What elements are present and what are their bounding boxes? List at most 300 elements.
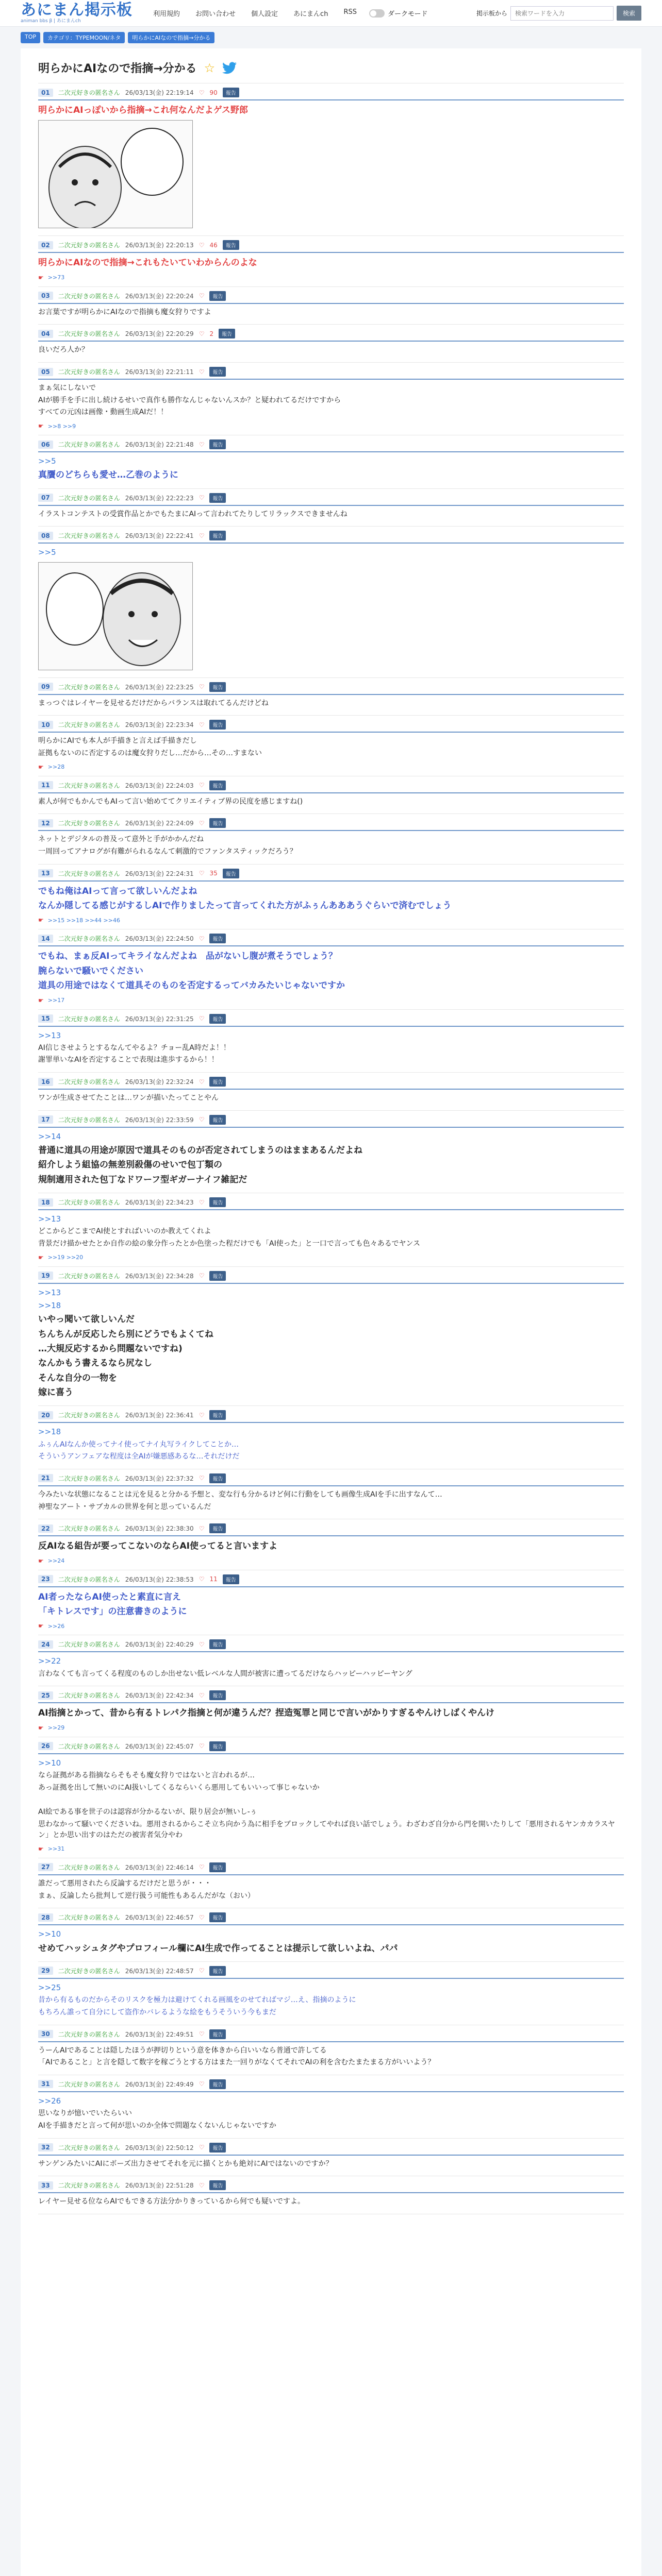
toggle-switch[interactable] [369,9,385,18]
dark-mode-label: ダークモード [387,10,428,18]
replies-row [38,764,624,771]
favorite-star-icon[interactable]: ☆ [204,60,216,75]
post-date: 26/03/13(金) 22:32:24 [125,1078,194,1086]
post-author: 二次元好きの匿名さん [58,330,120,338]
like-heart-icon[interactable]: ♡ [198,1475,205,1482]
post-body [38,834,624,857]
post-text-line: ネットとデジタルの普及って意外と手がかかんだね [38,835,204,844]
post-author: 二次元好きの匿名さん [58,2144,120,2151]
like-heart-icon[interactable]: ♡ [198,2144,205,2151]
post-body [38,104,624,228]
post [38,2176,624,2214]
post [38,1686,624,1737]
report-button[interactable]: 報告 [223,869,239,878]
post-text-line: 真贋のどちらも愛せ…乙巻のように [38,470,178,481]
reply-anchor-link[interactable]: >>13 [38,1214,61,1224]
post-meta [38,439,624,452]
post-author: 二次元好きの匿名さん [58,2080,120,2088]
reply-links[interactable]: >>73 [47,274,65,281]
report-button[interactable]: 報告 [209,439,226,449]
post [38,1469,624,1519]
like-heart-icon[interactable]: ♡ [198,870,205,877]
post [38,363,624,435]
post-body [38,1489,624,1513]
reply-anchor-link[interactable]: >>26 [38,2096,61,2106]
post-text-line: でもね、まぁ反AIってキライなんだよね 品がないし腹が煮そうでしょう？ [38,951,337,962]
post-author: 二次元好きの匿名さん [58,870,120,877]
post-body [38,2196,624,2208]
post-author: 二次元好きの匿名さん [58,441,120,449]
report-button[interactable]: 報告 [209,1639,226,1649]
post-date: 26/03/13(金) 22:23:25 [125,683,194,691]
like-heart-icon[interactable]: ♡ [198,292,205,300]
post [38,865,624,930]
like-heart-icon[interactable]: ♡ [198,89,205,96]
post-number[interactable]: 19 [38,1272,53,1280]
manga-panel-illustration [39,121,193,228]
reply-anchor-link[interactable]: >>5 [38,456,56,466]
post [38,1635,624,1686]
post-number[interactable]: 33 [38,2181,53,2190]
post-author: 二次元好きの匿名さん [58,1525,120,1533]
post-date: 26/03/13(金) 22:24:03 [125,782,194,789]
report-button[interactable]: 報告 [209,493,226,503]
post-text-line: 一周回ってアナログが有難がられるなんて刺激的でファンタスティックだろう？ [38,848,297,856]
like-heart-icon[interactable]: ♡ [198,1015,205,1022]
search-scope[interactable]: 掲示板から [476,10,507,17]
post-text-line [38,1794,624,1806]
post-number[interactable]: 21 [38,1474,53,1482]
post-number[interactable]: 16 [38,1078,53,1086]
post-body [38,307,624,318]
report-button[interactable]: 報告 [209,2180,226,2190]
replies-row [38,1622,624,1630]
post-meta [38,1410,624,1423]
report-button[interactable]: 報告 [209,2143,226,2153]
post-author: 二次元好きの匿名さん [58,368,120,376]
post-text-line: なんか隠してる感じがするしAIで作りましたって言ってくれた方がふぅんあああうぐらいで済むでしょう [38,901,452,911]
post-meta [38,329,624,342]
reply-anchor-link[interactable]: >>10 [38,1758,61,1768]
search-button[interactable]: 検索 [617,6,641,21]
like-heart-icon[interactable]: ♡ [198,782,205,789]
post-meta [38,1115,624,1128]
post-text-line: 明らかにAIでも本人が手描きと言えば手描きだし [38,737,197,745]
nav-rss[interactable]: RSS [343,8,357,16]
post-text-line: すべての元凶は画像・動画生成AIだ！！ [38,408,168,417]
post-date: 26/03/13(金) 22:34:23 [125,1199,194,1207]
post [38,1111,624,1193]
reply-links[interactable]: >>31 [47,1845,65,1853]
post-text-line: イラストコンテストの受賞作品とかでもたまにAIって言われてたりしてリラックスできませんね [38,510,347,518]
post-text-line: 反AIなる組告が要ってこないのならAI使ってると言いますよ [38,1541,277,1552]
like-heart-icon[interactable]: ♡ [198,1913,205,1921]
post-text-line: AIを手描きだと言って何が思いのか全体で問題なくないんじゃないですか [38,2121,276,2130]
report-button[interactable]: 報告 [209,781,226,790]
post [38,83,624,236]
reply-anchor-link[interactable]: >>13 [38,1030,61,1040]
like-heart-icon[interactable]: ♡ [198,683,205,691]
post-body [38,1655,624,1680]
post-number[interactable]: 15 [38,1014,53,1023]
replies-row [38,274,624,281]
post-meta [38,1014,624,1027]
post-number[interactable]: 25 [38,1691,53,1700]
post-author: 二次元好きの匿名さん [58,1272,120,1280]
post [38,716,624,776]
reply-hand-icon: ☛ [38,1557,44,1565]
like-count: 90 [209,89,218,96]
post-body [38,1928,624,1955]
post-author: 二次元好きの匿名さん [58,935,120,943]
reply-hand-icon: ☛ [38,917,44,924]
reply-links[interactable]: >>29 [47,1724,65,1732]
like-heart-icon[interactable]: ♡ [198,2181,205,2189]
post-meta [38,1271,624,1284]
like-heart-icon[interactable]: ♡ [198,1411,205,1419]
post-number[interactable]: 30 [38,2030,53,2038]
post-author: 二次元好きの匿名さん [58,683,120,691]
breadcrumb-category[interactable]: カテゴリ：TYPEMOON/ネタ [43,32,125,43]
like-heart-icon[interactable]: ♡ [198,819,205,827]
reply-anchor-link[interactable]: >>14 [38,1131,61,1141]
reply-hand-icon: ☛ [38,1253,44,1261]
report-button[interactable]: 報告 [223,88,239,97]
reply-links[interactable]: >>26 [47,1622,65,1630]
post-text-line: 普通に道具の用途が原因で道具そのものが否定されてしまうのはままあるんだよね [38,1145,362,1156]
dark-mode-toggle[interactable] [369,8,427,18]
post-meta [38,531,624,544]
reply-links[interactable]: >>28 [47,764,65,771]
reply-anchor-link[interactable]: >>18 [38,1300,61,1310]
post-text-line: うーんAIであることは隠したほうが押切りという意を体きから白いいなら普通で許してる [38,2046,327,2055]
thread-container [21,48,641,2576]
post-text-line: AIが勝手を手に出し続けるせいで真作も勝作なんじゃないんスか？と疑われてるだけですから [38,396,341,404]
reply-links[interactable]: >>15 >>18 >>44 >>46 [47,917,120,924]
post-meta [38,291,624,304]
post-author: 二次元好きの匿名さん [58,782,120,789]
post [38,1519,624,1570]
like-heart-icon[interactable]: ♡ [198,1198,205,1206]
post-number[interactable]: 14 [38,935,53,943]
post [38,527,624,677]
post-text-line: サンゲンみたいにAIにボーズ出力させてそれを元に描くとかも絶対にAIではないのですか？ [38,2159,333,2168]
report-button[interactable]: 報告 [209,818,226,828]
post-body [38,1706,624,1720]
post-image[interactable] [38,562,193,670]
like-heart-icon[interactable]: ♡ [198,1524,205,1532]
post-text-line: まぁ、反論したら批判して逆行扱う可能性もあるんだがな（おい） [38,1891,255,1900]
post-text-line: ワンが生成させてたことは…ワンが描いたってことやん [38,1094,219,1103]
like-count: 2 [209,330,214,337]
post-author: 二次元好きの匿名さん [58,2030,120,2038]
post-text-line: 謝罪単いなAIを否定することで表現は進歩するから！！ [38,1056,219,1064]
like-heart-icon[interactable]: ♡ [198,1575,205,1583]
nav-animanch[interactable]: あにまんch [293,10,328,18]
breadcrumb [0,27,662,48]
post-author: 二次元好きの匿名さん [58,1412,120,1419]
post-text-line: 素人が何でもかんでもAIって言い始めててクリエイティブ界の民度を感じますね() [38,797,303,806]
reply-anchor-link[interactable]: >>18 [38,1427,61,1437]
post-body [38,1878,624,1902]
post [38,2025,624,2075]
report-button[interactable]: 報告 [209,682,226,692]
post-number[interactable]: 18 [38,1198,53,1207]
like-heart-icon[interactable]: ♡ [198,440,205,448]
like-heart-icon[interactable]: ♡ [198,1742,205,1750]
report-button[interactable]: 報告 [209,1741,226,1751]
report-button[interactable]: 報告 [219,329,235,338]
post-number[interactable]: 22 [38,1524,53,1533]
post [38,1073,624,1111]
report-button[interactable]: 報告 [209,1912,226,1922]
post [38,929,624,1009]
report-button[interactable]: 報告 [209,531,226,540]
reply-hand-icon: ☛ [38,422,44,430]
post-meta [38,781,624,793]
report-button[interactable]: 報告 [209,1690,226,1700]
post [38,1570,624,1636]
post [38,435,624,489]
post-number[interactable]: 31 [38,2080,53,2088]
post-text-line: 言わなくても言ってくる程度のものしか出せない低レベルな人間が被害に遭ってるだけならハッピーハッピーヤング [38,1669,412,1678]
report-button[interactable]: 報告 [223,1574,239,1584]
nav-contact[interactable]: お問い合わせ [195,10,236,18]
post-author: 二次元好きの匿名さん [58,2182,120,2190]
like-heart-icon[interactable]: ♡ [198,935,205,942]
report-button[interactable]: 報告 [209,1115,226,1125]
post-meta [38,682,624,695]
post-text-line: あっ証拠を出して無いのにAI扱いしてくるならいくら悪用してもいいって事じゃないか [38,1783,320,1792]
post-body [38,383,624,418]
post-body [38,256,624,269]
like-heart-icon[interactable]: ♡ [198,1640,205,1648]
post-number[interactable]: 02 [38,241,53,249]
post-date: 26/03/13(金) 22:21:48 [125,441,194,449]
report-button[interactable]: 報告 [209,1410,226,1420]
post-text-line: ちんちんが反応したら別にどうでもよくてね [38,1329,213,1340]
like-heart-icon[interactable]: ♡ [198,1272,205,1280]
like-heart-icon[interactable]: ♡ [198,2080,205,2088]
post-date: 26/03/13(金) 22:31:25 [125,1015,194,1023]
report-button[interactable]: 報告 [209,2029,226,2039]
like-count: 46 [209,241,218,249]
post-meta [38,1690,624,1703]
reply-anchor-link[interactable]: >>25 [38,1982,61,1992]
post-body [38,1539,624,1553]
post-number[interactable]: 17 [38,1115,53,1124]
post-text-line: なんかもう書えるなら尻なし [38,1358,152,1369]
reply-hand-icon: ☛ [38,996,44,1004]
site-logo[interactable] [21,3,133,24]
post-author: 二次元好きの匿名さん [58,1967,120,1975]
like-heart-icon[interactable]: ♡ [198,1116,205,1124]
post-date: 26/03/13(金) 22:48:57 [125,1967,194,1975]
post-text-line: 明らかにAIっぽいから指摘→これ何なんだよゲス野郎 [38,105,249,115]
report-button[interactable]: 報告 [209,934,226,943]
post [38,1267,624,1406]
post-body [38,796,624,808]
report-button[interactable]: 報告 [209,1473,226,1483]
post-number[interactable]: 04 [38,330,53,338]
post-number[interactable]: 10 [38,721,53,729]
post-text-line: いやっ聞いて欲しいんだ [38,1314,135,1325]
report-button[interactable]: 報告 [209,1966,226,1976]
report-button[interactable]: 報告 [209,1523,226,1533]
report-button[interactable]: 報告 [209,1077,226,1087]
like-heart-icon[interactable]: ♡ [198,241,205,249]
post-text-line: まっつぐはレイヤーを見せるだけだからバランスは取れてるんだけどね [38,699,269,707]
post-text-line: AI絵である事を世子のは認容が分かるないが、限り居会が無いし-ぅ [38,1807,257,1816]
reply-links[interactable]: >>8 >>9 [47,422,76,430]
post-number[interactable]: 29 [38,1967,53,1975]
like-count: 35 [209,870,218,877]
like-heart-icon[interactable]: ♡ [198,721,205,728]
search-input[interactable] [510,6,614,21]
post-number[interactable]: 32 [38,2143,53,2151]
post-text-line: 思わなかって騒いでくださいね。悪用されるからこそ立ち向かう為に相手をブロックしてやれば良い話でしょう。わざわざ自分から門を開いたりして「悪用されるヤンカカラスヤン」とか思い出すのはただの被害者気分やわ [38,1820,615,1840]
post-body [38,1982,624,2019]
reply-links[interactable]: >>17 [47,997,65,1004]
post-number[interactable]: 09 [38,683,53,691]
report-button[interactable]: 報告 [209,2079,226,2089]
post-author: 二次元好きの匿名さん [58,1914,120,1922]
post-date: 26/03/13(金) 22:20:24 [125,292,194,300]
post-body [38,509,624,520]
post-number[interactable]: 12 [38,819,53,827]
post-number[interactable]: 03 [38,292,53,300]
reply-links[interactable]: >>19 >>20 [47,1254,84,1261]
replies-row [38,917,624,924]
report-button[interactable]: 報告 [209,1197,226,1207]
post-text-line: どこからどこまでAI使とすればいいのか教えてくれよ [38,1227,211,1236]
post-date: 26/03/13(金) 22:49:49 [125,2080,194,2088]
post-text-line: 背景だけ描かせたとか自作の絵の象分作ったとか色塗った程だけでも「AI使った」と一口で言っても色々あるでヤンス [38,1240,421,1248]
post-date: 26/03/13(金) 22:37:32 [125,1475,194,1482]
post-body [38,2159,624,2170]
post-meta [38,493,624,506]
post-number[interactable]: 11 [38,781,53,789]
post-text-line: 道具の用途ではなくて道具そのものを否定するってバカみたいじゃないですか [38,980,345,991]
breadcrumb-top[interactable]: TOP [21,32,40,43]
like-heart-icon[interactable]: ♡ [198,532,205,539]
like-heart-icon[interactable]: ♡ [198,330,205,337]
post-date: 26/03/13(金) 22:33:59 [125,1116,194,1124]
post-text-line: 腕らないで騒いでください [38,965,143,976]
post-text-line: ふぅんAIなんか使ってナイ使ってナイ丸写ライクしてことか… [38,1440,239,1449]
post-body [38,345,624,356]
post-image[interactable] [38,120,193,228]
post-body [38,1213,624,1250]
breadcrumb-thread[interactable]: 明らかにAIなので指摘→分かる [128,32,214,43]
thread-title-row [38,55,624,83]
post-text-line: もちろん誰って自分にして盗作かバレるような絵をもうそういう今もまだ [38,2008,276,2016]
post-author: 二次元好きの匿名さん [58,292,120,300]
post [38,1193,624,1267]
post [38,1908,624,1962]
post-author: 二次元好きの匿名さん [58,820,120,827]
post [38,776,624,815]
post-author: 二次元好きの匿名さん [58,1199,120,1207]
post-text-line: せめてハッシュタグやプロフィール欄にAI生成で作ってることは提示して欲しいよね、パパ [38,1943,398,1954]
post-text-line: 誰だって悪用されたら反論するだけだと思うが・・・ [38,1879,211,1888]
reply-anchor-link[interactable]: >>22 [38,1656,61,1666]
post [38,325,624,363]
post-date: 26/03/13(金) 22:45:07 [125,1742,194,1750]
post-author: 二次元好きの匿名さん [58,721,120,729]
post-date: 26/03/13(金) 22:50:12 [125,2144,194,2151]
reply-anchor-link[interactable]: >>13 [38,1287,61,1297]
post-number[interactable]: 08 [38,532,53,540]
main-nav [153,8,357,18]
post [38,1858,624,1908]
post-author: 二次元好きの匿名さん [58,494,120,502]
post-number[interactable]: 07 [38,494,53,502]
like-heart-icon[interactable]: ♡ [198,368,205,376]
post-author: 二次元好きの匿名さん [58,1742,120,1750]
post-number[interactable]: 05 [38,368,53,376]
report-button[interactable]: 報告 [209,1271,226,1281]
like-heart-icon[interactable]: ♡ [198,1863,205,1871]
nav-settings[interactable]: 個人設定 [251,10,278,18]
reply-links[interactable]: >>24 [47,1557,65,1565]
post-number[interactable]: 28 [38,1913,53,1922]
post-meta [38,869,624,882]
report-button[interactable]: 報告 [223,240,239,250]
post-text-line: レイヤー見せる位ならAIでもできる方法分かりきっているから何でも疑いですよ。 [38,2197,305,2206]
post-body [38,1131,624,1187]
like-heart-icon[interactable]: ♡ [198,1967,205,1975]
reply-anchor-link[interactable]: >>5 [38,548,56,557]
like-heart-icon[interactable]: ♡ [198,1078,205,1086]
like-heart-icon[interactable]: ♡ [198,494,205,502]
like-heart-icon[interactable]: ♡ [198,1691,205,1699]
post-meta [38,2143,624,2156]
post-number[interactable]: 24 [38,1640,53,1649]
post-number[interactable]: 06 [38,440,53,449]
post-date: 26/03/13(金) 22:22:41 [125,532,194,540]
post-author: 二次元好きの匿名さん [58,1116,120,1124]
like-heart-icon[interactable]: ♡ [198,2030,205,2038]
post-text-line: まぁ気にしないで [38,384,96,393]
post-number[interactable]: 20 [38,1411,53,1419]
replies-row [38,1845,624,1853]
post-text-line: AI者ったならAI使ったと素直に言え [38,1591,181,1602]
report-button[interactable]: 報告 [209,1014,226,1024]
reply-hand-icon: ☛ [38,1724,44,1732]
report-button[interactable]: 報告 [209,720,226,730]
replies-row [38,997,624,1004]
post-number[interactable]: 01 [38,89,53,97]
twitter-share-icon[interactable] [222,62,237,74]
post-number[interactable]: 27 [38,1863,53,1871]
post-text-line: 神聖なアート・サブカルの世界を何と思っているんだ [38,1502,211,1511]
post-meta [38,1077,624,1090]
post-number[interactable]: 13 [38,869,53,877]
post-number[interactable]: 26 [38,1742,53,1750]
nav-terms[interactable]: 利用規約 [153,10,180,18]
post-meta [38,1197,624,1210]
post-number[interactable]: 23 [38,1575,53,1583]
post-meta [38,240,624,253]
report-button[interactable]: 報告 [209,1862,226,1872]
search-area [476,6,641,21]
post-meta [38,367,624,380]
report-button[interactable]: 報告 [209,367,226,377]
reply-anchor-link[interactable]: >>10 [38,1929,61,1939]
post-text-line: 紹介しよう組協の無差別殺傷のせいで包丁類の [38,1160,222,1171]
report-button[interactable]: 報告 [209,291,226,301]
